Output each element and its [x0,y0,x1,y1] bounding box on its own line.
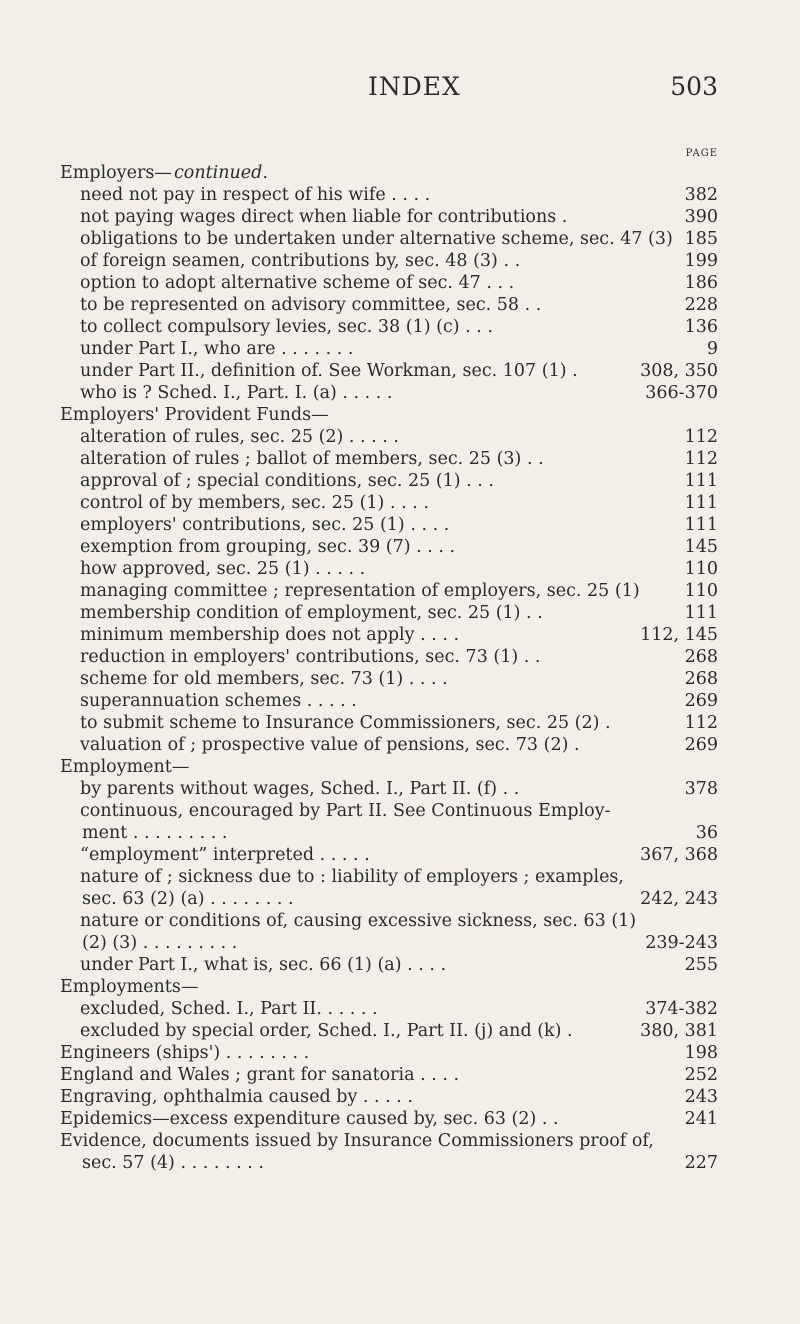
entry-text: reduction in employers' contributions, sec. 73 (1) . . [80,647,541,667]
entry-text: nature of ; sickness due to : liability of employers ; examples, [80,867,624,887]
entry-page-ref: 242, 243 [640,889,718,909]
index-entry [0,954,800,976]
entry-page-ref: 308, 350 [640,361,718,381]
entry-page-ref: 110 [684,581,718,601]
entry-text: “employment” interpreted . . . . . [80,845,370,865]
entry-heading: Employment— [60,757,190,777]
entry-page-ref: 112 [684,713,718,733]
index-entry [0,536,800,558]
index-entry [0,1020,800,1042]
entry-text: exemption from grouping, sec. 39 (7) . . . . [80,537,456,557]
entry-heading: England and Wales ; grant for sanatoria . . . . [60,1065,460,1085]
entry-continued-note: continued. [174,163,268,183]
entry-text: valuation of ; prospective value of pensions, sec. 73 (2) . [80,735,580,755]
index-entry [0,756,800,778]
entry-page-ref: 145 [684,537,718,557]
index-entry [0,228,800,250]
entry-text: obligations to be undertaken under alternative scheme, sec. 47 (3) [80,229,673,249]
entry-page-ref: 227 [684,1153,718,1173]
index-entry [0,822,800,844]
entry-page-ref: 374-382 [645,999,718,1019]
entry-page-ref: 255 [684,955,718,975]
entry-text: under Part II., definition of. See Workman, sec. 107 (1) . [80,361,578,381]
index-entry [0,492,800,514]
index-entry [0,580,800,602]
index-entry [0,448,800,470]
index-entry [0,184,800,206]
entry-text: control of by members, sec. 25 (1) . . . . [80,493,429,513]
index-entry [0,1152,800,1174]
index-entry [0,558,800,580]
entry-page-ref: 111 [684,603,718,623]
index-entry [0,888,800,910]
entry-text: need not pay in respect of his wife . . . . [80,185,431,205]
entry-page-ref: 112 [684,427,718,447]
entry-heading: Epidemics—excess expenditure caused by, sec. 63 (2) . . [60,1109,559,1129]
entry-page-ref: 252 [684,1065,718,1085]
entry-page-ref: 199 [684,251,718,271]
index-entry [0,1064,800,1086]
entry-text: how approved, sec. 25 (1) . . . . . [80,559,366,579]
page-number: 503 [670,72,718,101]
index-entry [0,602,800,624]
index-entry [0,1042,800,1064]
entry-page-ref: 111 [684,471,718,491]
entry-page-ref: 268 [684,669,718,689]
entry-text: excluded, Sched. I., Part II. . . . . . [80,999,378,1019]
index-entry [0,932,800,954]
index-entry [0,382,800,404]
entry-page-ref: 136 [684,317,718,337]
index-entry [0,404,800,426]
entry-heading: Engineers (ships') . . . . . . . . [60,1043,310,1063]
entry-heading: Employers' Provident Funds— [60,405,329,425]
index-entry [0,360,800,382]
entry-text: managing committee ; representation of employers, sec. 25 (1) [80,581,640,601]
entry-text: sec. 63 (2) (a) . . . . . . . . [82,889,294,909]
entry-page-ref: 112, 145 [640,625,718,645]
entry-page-ref: 269 [684,691,718,711]
running-head [0,72,800,108]
entry-text: alteration of rules, sec. 25 (2) . . . . . [80,427,399,447]
entry-text: to submit scheme to Insurance Commissioners, sec. 25 (2) . [80,713,611,733]
index-entry [0,624,800,646]
index-entry [0,316,800,338]
entry-text: scheme for old members, sec. 73 (1) . . . . [80,669,448,689]
entry-text: (2) (3) . . . . . . . . . [82,933,238,953]
entry-page-ref: 367, 368 [640,845,718,865]
entry-text: who is ? Sched. I., Part. I. (a) . . . . . [80,383,393,403]
entry-page-ref: 239-243 [645,933,718,953]
entry-page-ref: 198 [684,1043,718,1063]
index-entry [0,778,800,800]
entry-text: minimum membership does not apply . . . . [80,625,460,645]
entry-text: sec. 57 (4) . . . . . . . . [82,1153,264,1173]
entry-text: ment . . . . . . . . . [82,823,228,843]
index-entry [0,800,800,822]
entry-text: of foreign seamen, contributions by, sec. 48 (3) . . [80,251,521,271]
index-entry [0,338,800,360]
entry-text: superannuation schemes . . . . . [80,691,357,711]
index-entry [0,690,800,712]
entry-page-ref: 111 [684,515,718,535]
index-entry [0,294,800,316]
index-entry [0,426,800,448]
entry-text: continuous, encouraged by Part II. See Continuous Employ- [80,801,611,821]
index-entry [0,866,800,888]
entry-text: not paying wages direct when liable for contributions . [80,207,568,227]
entry-page-ref: 110 [684,559,718,579]
entry-page-ref: 382 [684,185,718,205]
entry-text: employers' contributions, sec. 25 (1) . . . . [80,515,450,535]
entry-page-ref: 185 [684,229,718,249]
entry-page-ref: 241 [684,1109,718,1129]
entry-heading: Evidence, documents issued by Insurance Commissioners proof of, [60,1131,654,1151]
entry-text: approval of ; special conditions, sec. 25 (1) . . . [80,471,494,491]
index-entry [0,1130,800,1152]
entry-text: membership condition of employment, sec. 25 (1) . . [80,603,543,623]
index-entry [0,998,800,1020]
entry-page-ref: 390 [684,207,718,227]
index-entry [0,514,800,536]
entry-text: under Part I., who are . . . . . . . [80,339,354,359]
index-entry [0,1108,800,1130]
index-entry [0,1086,800,1108]
entry-page-ref: 9 [706,339,718,359]
entry-text: option to adopt alternative scheme of sec. 47 . . . [80,273,515,293]
entry-page-ref: 186 [684,273,718,293]
entry-text: by parents without wages, Sched. I., Part II. (f) . . [80,779,520,799]
index-entry [0,162,800,184]
index-entries [0,162,800,1174]
entry-text: to collect compulsory levies, sec. 38 (1) (c) . . . [80,317,493,337]
entry-page-ref: 228 [684,295,718,315]
index-entry [0,250,800,272]
entry-text: nature or conditions of, causing excessive sickness, sec. 63 (1) [80,911,637,931]
entry-page-ref: 366-370 [645,383,718,403]
entry-text: to be represented on advisory committee, sec. 58 . . [80,295,542,315]
entry-heading: Engraving, ophthalmia caused by . . . . . [60,1087,413,1107]
index-entry [0,206,800,228]
index-entry [0,668,800,690]
entry-text: under Part I., what is, sec. 66 (1) (a) . . . . [80,955,447,975]
index-entry [0,712,800,734]
entry-page-ref: 378 [684,779,718,799]
index-entry [0,910,800,932]
entry-page-ref: 269 [684,735,718,755]
entry-page-ref: 112 [684,449,718,469]
index-entry [0,470,800,492]
index-entry [0,646,800,668]
running-title: INDEX [368,72,461,101]
index-entry [0,844,800,866]
index-entry [0,734,800,756]
entry-text: alteration of rules ; ballot of members, sec. 25 (3) . . [80,449,544,469]
entry-heading: Employers— [60,163,172,183]
entry-page-ref: 111 [684,493,718,513]
entry-page-ref: 243 [684,1087,718,1107]
index-entry [0,272,800,294]
entry-page-ref: 380, 381 [640,1021,718,1041]
index-entry [0,976,800,998]
entry-heading: Employments— [60,977,199,997]
entry-page-ref: 36 [695,823,718,843]
page-column-label: PAGE [685,148,718,159]
entry-page-ref: 268 [684,647,718,667]
entry-text: excluded by special order, Sched. I., Part II. (j) and (k) . [80,1021,573,1041]
